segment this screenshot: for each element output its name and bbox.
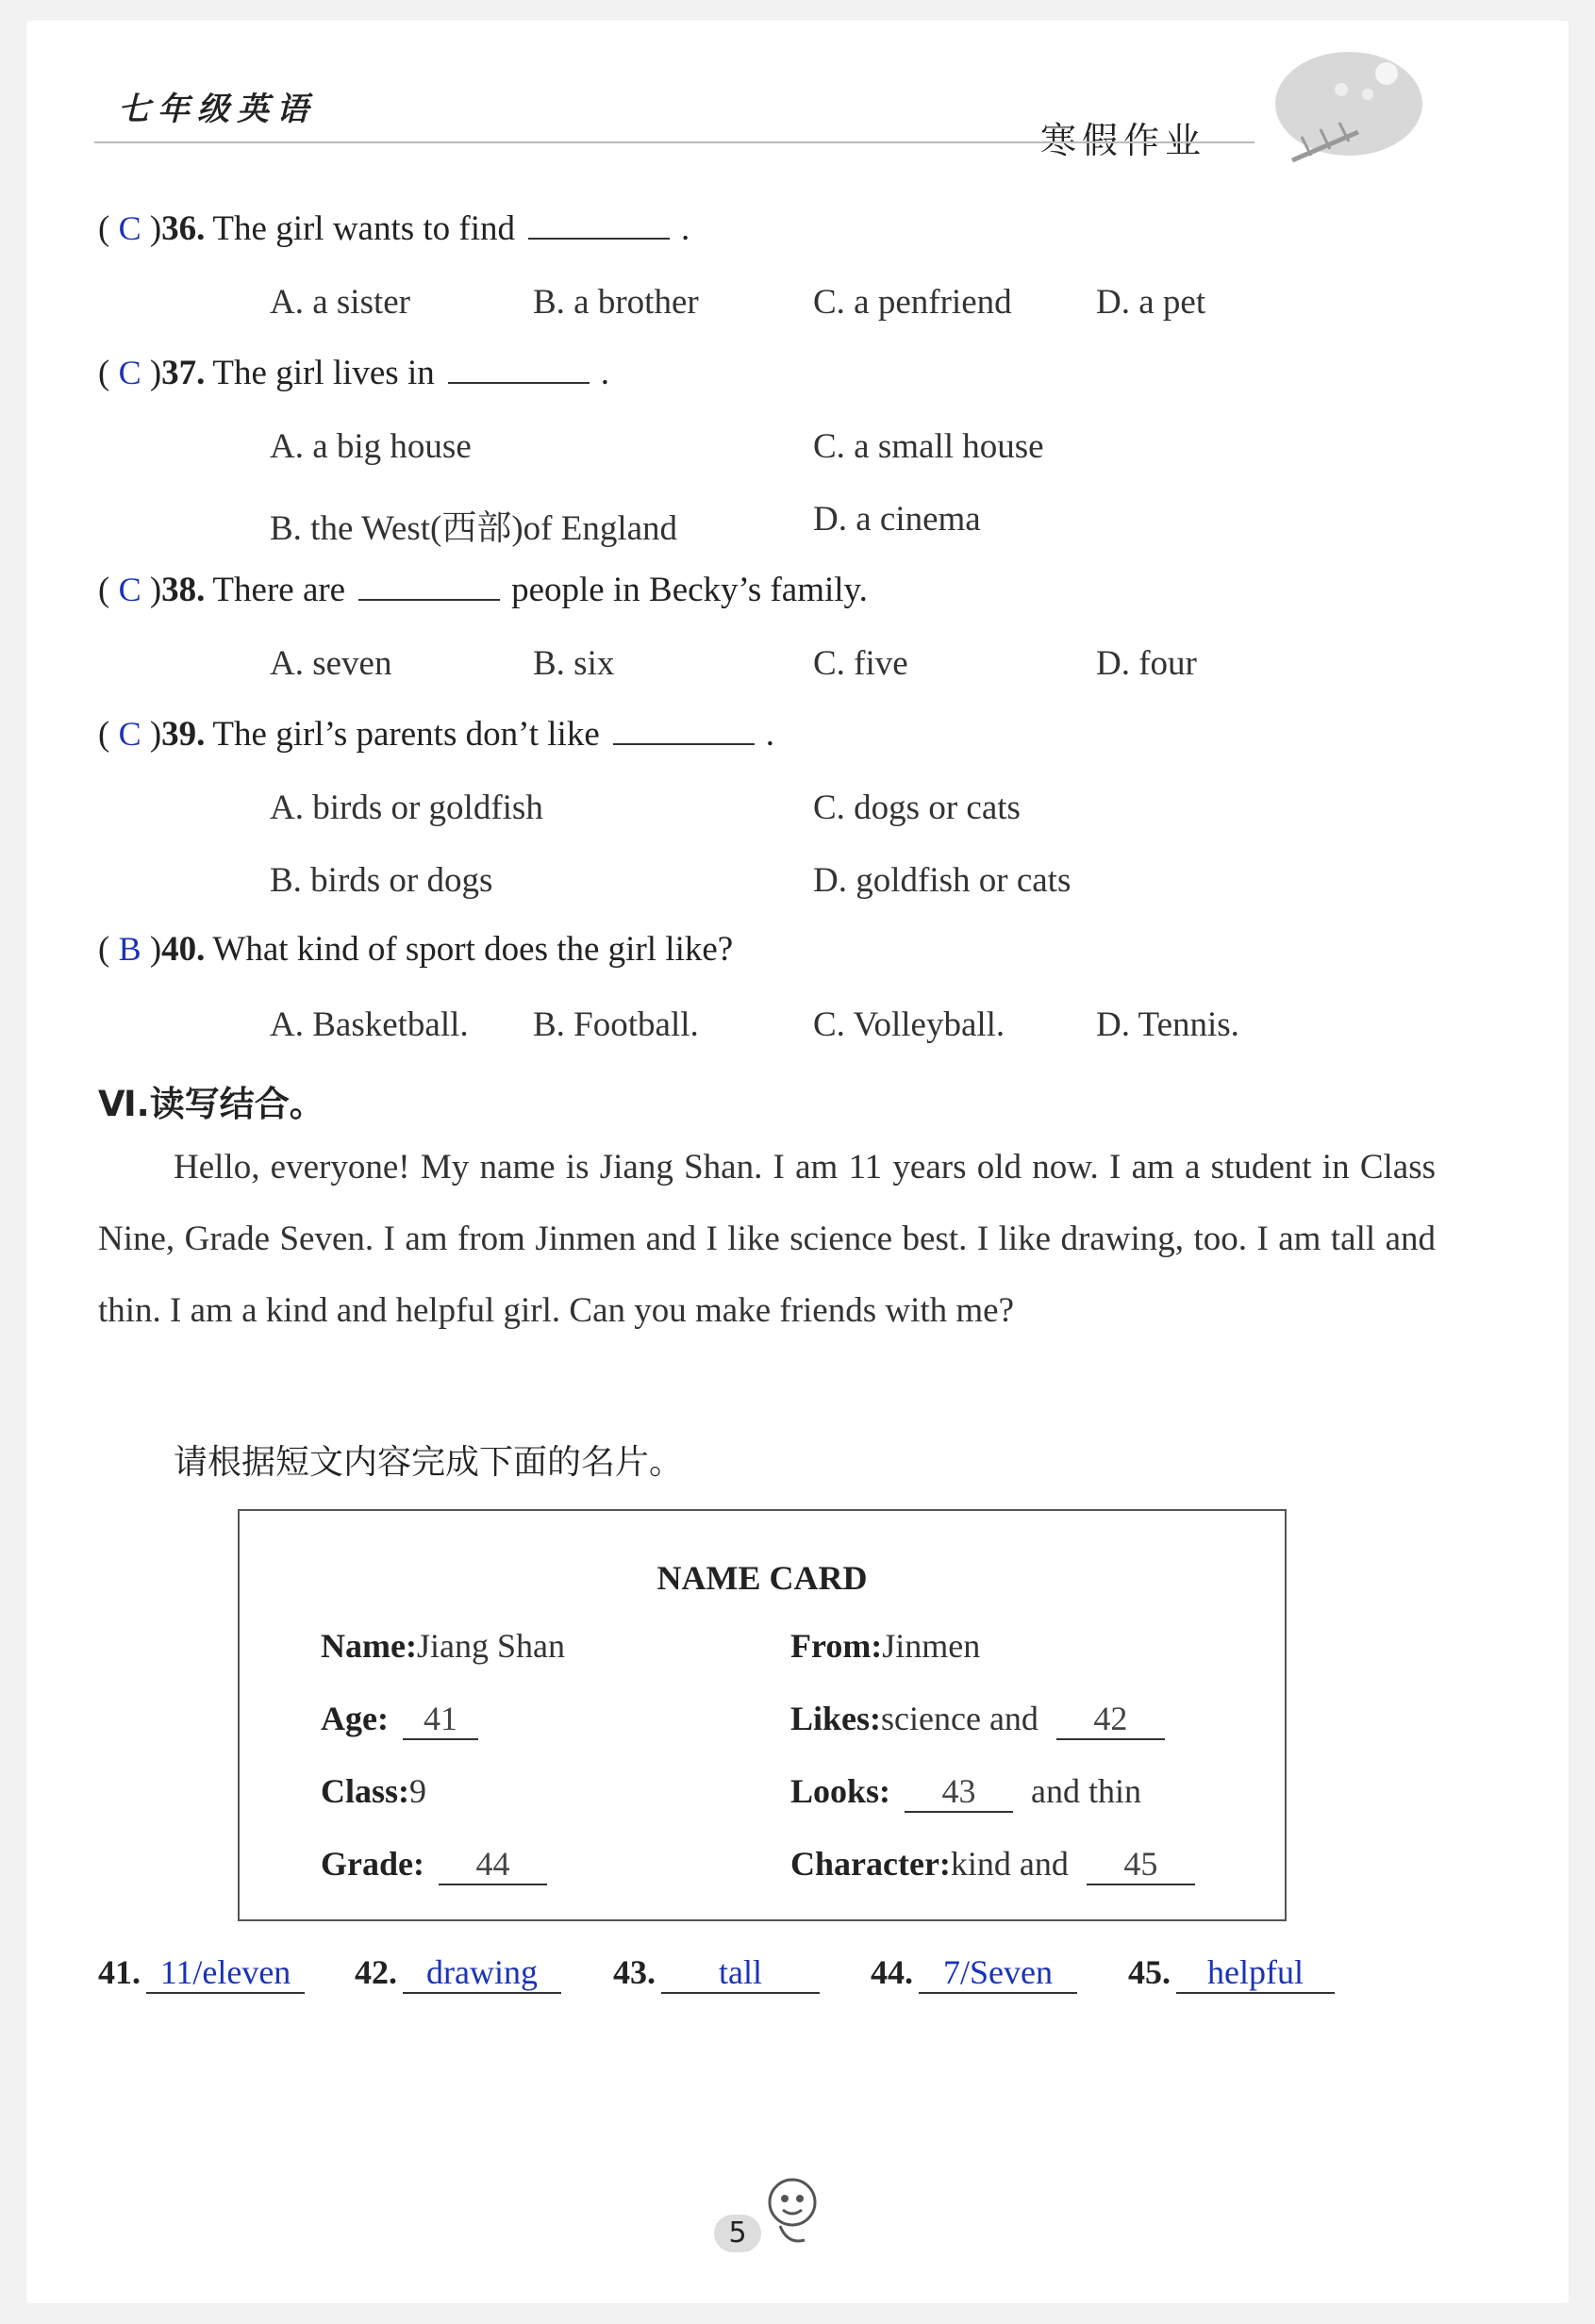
card-grade-field — [321, 1844, 547, 1885]
card-likes-blank: 42 — [1056, 1699, 1165, 1740]
question-text-end: . — [681, 209, 690, 248]
answer-option: A. Basketball. — [270, 1005, 469, 1044]
card-looks-field — [790, 1771, 1141, 1813]
question-number: 40. — [161, 930, 206, 969]
header-subject-title: 七年级英语 — [118, 91, 316, 128]
question-text-end: . — [600, 354, 609, 392]
card-from-value: Jinmen — [882, 1627, 981, 1665]
question-text: There are — [212, 571, 346, 609]
question-stem — [98, 571, 868, 607]
question-text-end: . — [765, 715, 775, 754]
question-number: 39. — [161, 715, 206, 754]
card-class-field — [321, 1771, 426, 1811]
selected-answer: C — [118, 209, 141, 247]
answer-blank — [358, 571, 500, 601]
question-text: The girl wants to find — [212, 209, 516, 248]
answer-value: drawing — [403, 1952, 561, 1994]
answer-paren-open: ( — [98, 930, 119, 969]
answer-option: C. five — [813, 644, 908, 683]
card-looks-label: Looks: — [790, 1772, 891, 1810]
card-character-blank: 45 — [1087, 1844, 1195, 1885]
card-looks-blank: 43 — [905, 1771, 1013, 1813]
answer-blank — [528, 209, 670, 240]
answer-paren-open: ( — [98, 571, 119, 609]
answer-paren-close: ) — [141, 571, 162, 609]
section-title: Ⅵ.读写结合。 — [98, 1084, 324, 1124]
card-likes-label: Likes: — [790, 1700, 882, 1737]
answer-option: C. Volleyball. — [813, 1005, 1005, 1044]
header-homework-title: 寒假作业 — [1040, 120, 1207, 161]
answer-option: B. the West(西部)of England — [270, 509, 678, 548]
answer-number: 41. — [98, 1953, 141, 1991]
question-number: 37. — [161, 354, 206, 392]
instruction-text: 请根据短文内容完成下面的名片。 — [174, 1443, 684, 1482]
card-name-label: Name: — [321, 1627, 417, 1665]
card-character-value: kind and — [950, 1845, 1069, 1883]
answer-option: B. six — [533, 644, 615, 683]
card-age-label: Age: — [321, 1700, 389, 1737]
answer-option: B. Football. — [533, 1005, 699, 1044]
card-age-field — [321, 1699, 478, 1740]
header-divider — [94, 141, 1254, 143]
question-text: The girl’s parents don’t like — [212, 715, 600, 754]
selected-answer: B — [118, 930, 141, 968]
answer-blank — [448, 354, 590, 384]
answer-number: 45. — [1128, 1953, 1171, 1991]
answer-option: D. goldfish or cats — [813, 861, 1072, 900]
selected-answer: C — [118, 715, 141, 753]
answer-number: 44. — [871, 1953, 913, 1991]
card-looks-value: and thin — [1031, 1772, 1142, 1810]
question-number: 38. — [161, 571, 206, 609]
card-likes-value: science and — [881, 1700, 1038, 1737]
question-stem — [98, 932, 733, 967]
question-stem — [98, 354, 609, 390]
card-from-label: From: — [790, 1627, 883, 1665]
answer-paren-open: ( — [98, 715, 119, 754]
answer-option: A. a sister — [270, 283, 410, 322]
answer-entry — [1128, 1952, 1335, 1994]
answer-option: D. a pet — [1096, 283, 1206, 322]
answer-value: 11/eleven — [146, 1952, 305, 1994]
answer-number: 42. — [355, 1953, 397, 1991]
mascot-icon — [759, 2174, 825, 2254]
card-grade-label: Grade: — [321, 1845, 424, 1883]
selected-answer: C — [118, 354, 141, 391]
card-likes-field — [790, 1699, 1165, 1740]
answer-option: B. birds or dogs — [270, 861, 493, 900]
answer-paren-open: ( — [98, 209, 119, 248]
card-age-blank: 41 — [403, 1699, 478, 1740]
card-name-field — [321, 1626, 565, 1666]
answer-option: D. four — [1096, 644, 1197, 683]
answer-paren-open: ( — [98, 354, 119, 392]
answer-entry — [98, 1952, 305, 1994]
question-stem — [98, 209, 690, 246]
answer-option: C. a penfriend — [813, 283, 1012, 322]
answer-option: D. a cinema — [813, 500, 981, 539]
question-text: The girl lives in — [212, 354, 435, 392]
answer-option: B. a brother — [533, 283, 699, 322]
name-card — [238, 1509, 1287, 1921]
answer-paren-close: ) — [141, 930, 162, 969]
reading-passage: Hello, everyone! My name is Jiang Shan. I am 11 years old now. I am a student in Class Nine, Grade Seven. I am from Jinmen and I like science best. I like drawing, too. I am tall and thin. I am a kind and helpful girl. Can you make friends with me? — [98, 1148, 1436, 1330]
answer-option: A. seven — [270, 644, 392, 683]
question-text: What kind of sport does the girl like? — [212, 930, 734, 969]
answer-value: 7/Seven — [919, 1952, 1077, 1994]
answer-option: A. birds or goldfish — [270, 788, 543, 827]
question-stem — [98, 715, 774, 752]
answer-paren-close: ) — [141, 209, 162, 248]
answer-option: D. Tennis. — [1096, 1005, 1239, 1044]
card-class-label: Class: — [321, 1772, 410, 1810]
answer-paren-close: ) — [141, 715, 162, 754]
answer-entry — [355, 1952, 561, 1994]
card-class-value: 9 — [409, 1772, 427, 1810]
card-character-field — [790, 1844, 1195, 1885]
page-number: 5 — [714, 2215, 761, 2252]
card-grade-blank: 44 — [439, 1844, 547, 1885]
question-text-end: people in Becky’s family. — [511, 571, 868, 609]
card-character-label: Character: — [790, 1845, 951, 1883]
answer-value: tall — [661, 1952, 820, 1994]
card-name-value: Jiang Shan — [416, 1627, 565, 1665]
header-illustration — [1254, 38, 1434, 170]
answer-option: C. dogs or cats — [813, 788, 1021, 827]
name-card-title: NAME CARD — [656, 1559, 868, 1597]
answer-entry — [871, 1952, 1077, 1994]
selected-answer: C — [118, 571, 141, 608]
answer-value: helpful — [1176, 1952, 1335, 1994]
answer-option: A. a big house — [270, 427, 472, 466]
answer-number: 43. — [613, 1953, 656, 1991]
answer-entry — [613, 1952, 820, 1994]
answer-paren-close: ) — [141, 354, 162, 392]
answer-blank — [613, 715, 755, 745]
answer-option: C. a small house — [813, 427, 1044, 466]
card-from-field — [790, 1626, 980, 1666]
question-number: 36. — [161, 209, 206, 248]
